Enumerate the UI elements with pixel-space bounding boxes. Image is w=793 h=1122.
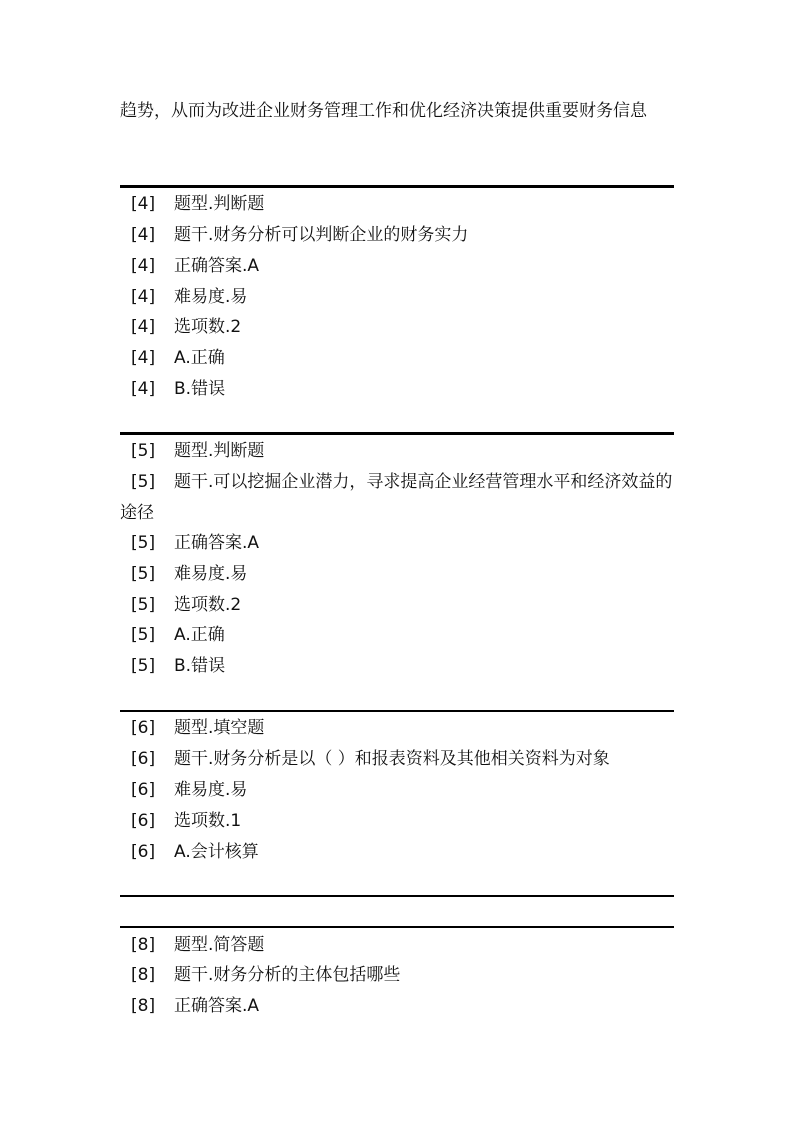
section-divider xyxy=(120,926,674,928)
question-text: B.错误 xyxy=(174,656,226,676)
question-line xyxy=(120,713,674,744)
question-line xyxy=(120,775,674,806)
question-line xyxy=(120,343,674,374)
question-line xyxy=(120,806,674,837)
question-tag: [5] xyxy=(131,625,156,645)
question-text: A.正确 xyxy=(174,348,225,368)
question-text: 正确答案.A xyxy=(174,256,260,276)
question-tag: [4] xyxy=(131,256,156,276)
question-tag: [4] xyxy=(131,348,156,368)
question-text: A.会计核算 xyxy=(174,842,259,862)
question-line xyxy=(120,251,674,282)
section-divider xyxy=(120,710,674,712)
question-text: 正确答案.A xyxy=(174,996,260,1016)
question-text: A.正确 xyxy=(174,625,225,645)
question-text: 题干.财务分析是以（ ）和报表资料及其他相关资料为对象 xyxy=(174,749,610,769)
question-text: 正确答案.A xyxy=(174,533,260,553)
question-tag: [5] xyxy=(131,533,156,553)
section-divider xyxy=(120,895,674,897)
question-tag: [4] xyxy=(131,194,156,214)
question-text: 题型.填空题 xyxy=(174,718,265,738)
question-text: 题型.判断题 xyxy=(174,194,265,214)
intro-paragraph: 趋势，从而为改进企业财务管理工作和优化经济决策提供重要财务信息 xyxy=(120,101,647,121)
question-tag: [4] xyxy=(131,379,156,399)
question-text: 难易度.易 xyxy=(174,287,248,307)
question-tag: [6] xyxy=(131,842,156,862)
question-tag: [5] xyxy=(131,472,156,492)
question-text: 题干.财务分析可以判断企业的财务实力 xyxy=(174,225,469,245)
question-text: 难易度.易 xyxy=(174,780,248,800)
question-tag: [5] xyxy=(131,564,156,584)
question-line xyxy=(120,930,674,961)
question-line xyxy=(120,220,674,251)
question-line xyxy=(120,528,674,559)
question-text: 选项数.2 xyxy=(174,317,242,337)
question-line xyxy=(120,991,674,1022)
question-line xyxy=(120,189,674,220)
question-line xyxy=(120,744,674,775)
question-line xyxy=(120,312,674,343)
question-tag: [4] xyxy=(131,287,156,307)
question-text: 选项数.2 xyxy=(174,595,242,615)
question-line xyxy=(120,374,674,405)
question-tag: [6] xyxy=(131,749,156,769)
question-line xyxy=(120,620,674,651)
section-divider xyxy=(120,432,674,435)
question-tag: [5] xyxy=(131,656,156,676)
question-tag: [8] xyxy=(131,996,156,1016)
question-text: 选项数.1 xyxy=(174,811,242,831)
question-text: 题干.可以挖掘企业潜力，寻求提高企业经营管理水平和经济效益的途径 xyxy=(120,472,673,523)
question-tag: [5] xyxy=(131,595,156,615)
question-line xyxy=(120,590,674,621)
question-line xyxy=(120,651,674,682)
question-tag: [8] xyxy=(131,935,156,955)
question-text: B.错误 xyxy=(174,379,226,399)
question-text: 题型.简答题 xyxy=(174,935,265,955)
question-tag: [4] xyxy=(131,317,156,337)
question-line xyxy=(120,467,674,529)
question-line xyxy=(120,436,674,467)
question-line xyxy=(120,559,674,590)
question-tag: [6] xyxy=(131,780,156,800)
question-line xyxy=(120,960,674,991)
question-line xyxy=(120,837,674,868)
question-tag: [8] xyxy=(131,965,156,985)
question-tag: [6] xyxy=(131,811,156,831)
question-tag: [6] xyxy=(131,718,156,738)
section-divider xyxy=(120,185,674,188)
question-line xyxy=(120,282,674,313)
question-text: 难易度.易 xyxy=(174,564,248,584)
question-text: 题型.判断题 xyxy=(174,441,265,461)
question-text: 题干.财务分析的主体包括哪些 xyxy=(174,965,401,985)
question-tag: [4] xyxy=(131,225,156,245)
question-tag: [5] xyxy=(131,441,156,461)
